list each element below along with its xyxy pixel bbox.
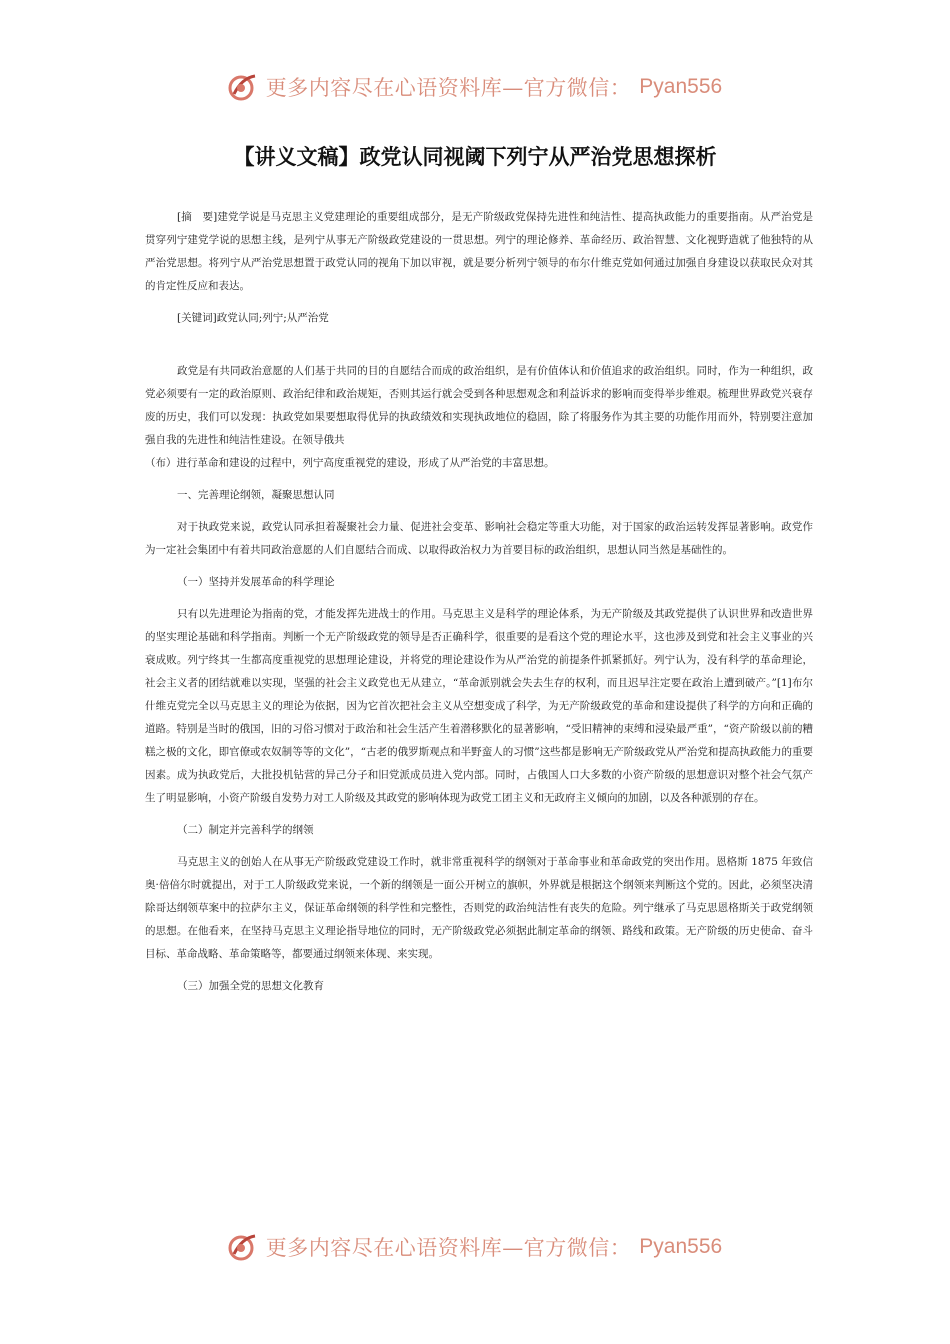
brand-logo-icon [228, 72, 258, 102]
watermark-code: Pyan556 [639, 75, 723, 98]
watermark-banner-top [0, 72, 950, 102]
abstract-paragraph: [摘 要]建党学说是马克思主义党建理论的重要组成部分，是无产阶级政党保持先进性和纯洁性、提高执政能力的重要指南。从严治党是贯穿列宁建党学说的思想主线，是列宁从事无产阶级政党建设的一贯思想。列宁的理论修养、革命经历、政治智慧、文化视野造就了他独特的从严治党思想。将列宁从严治党思想置于政党认同的视角下加以审视，就是要分析列宁领导的布尔什维克党如何通过加强自身建设以获取民众对其的肯定性反应和表达。 [145, 211, 813, 292]
subsection-heading-1: （一）坚持并发展革命的科学理论 [177, 576, 335, 588]
section-1-paragraph: 对于执政党来说，政党认同承担着凝聚社会力量、促进社会变革、影响社会稳定等重大功能，对于国家的政治运转发挥显著影响。政党作为一定社会集团中有着共同政治意愿的人们自愿结合而成、以取得政治权力为首要目标的政治组织，思想认同当然是基础性的。 [145, 521, 813, 556]
document-title: 【讲义文稿】政党认同视阈下列宁从严治党思想探析 [233, 145, 717, 169]
keywords-line: [关键词]政党认同;列宁;从严治党 [177, 312, 329, 324]
subsection-1-paragraph: 只有以先进理论为指南的党，才能发挥先进战士的作用。马克思主义是科学的理论体系，为无产阶级及其政党提供了认识世界和改造世界的坚实理论基础和科学指南。判断一个无产阶级政党的领导是否正确科学，很重要的是看这个党的理论水平，这也涉及到党和社会主义事业的兴衰成败。列宁终其一生都高度重视党的思想理论建设，并将党的理论建设作为从严治党的前提条件抓紧抓好。列宁认为，没有科学的革命理论，社会主义者的团结就难以实现，坚强的社会主义政党也无从建立，“革命派别就会失去生存的权利，而且迟早注定要在政治上遭到破产。”[1]布尔什维克党完全以马克思主义的理论为依据，因为它首次把社会主义从空想变成了科学，为无产阶级政党的革命和建设提供了科学的方向和正确的道路。特别是当时的俄国，旧的习俗习惯对于政治和社会生活产生着潜移默化的显著影响，“受旧精神的束缚和浸染最严重”，“资产阶级以前的糟糕之极的文化，即官僚或农奴制等等的文化”，“古老的俄罗斯观点和半野蛮人的习惯”这些都是影响无产阶级政党从严治党和提高执政能力的重要因素。成为执政党后，大批投机钻营的异己分子和旧党派成员进入党内部。同时，占俄国人口大多数的小资产阶级的思想意识对整个社会气氛产生了明显影响，小资产阶级自发势力对工人阶级及其政党的影响体现为政党工团主义和无政府主义倾向的加剧，以及各种派别的存在。 [145, 608, 813, 804]
watermark-banner-bottom [0, 1232, 950, 1262]
subsection-heading-3: （三）加强全党的思想文化教育 [177, 980, 324, 992]
intro-paragraph-continued: （布）进行革命和建设的过程中，列宁高度重视党的建设，形成了从严治党的丰富思想。 [145, 457, 555, 469]
watermark-text: 更多内容尽在心语资料库—官方微信： [265, 76, 632, 100]
subsection-2-paragraph: 马克思主义的创始人在从事无产阶级政党建设工作时，就非常重视科学的纲领对于革命事业和革命政党的突出作用。恩格斯 1875 年致信奥·倍倍尔时就提出，对于工人阶级政党来说，一个新的纲领是一面公开树立的旗帜，外界就是根据这个纲领来判断这个党的。因此，必须坚决清除哥达纲领草案中的拉萨尔主义，保证革命纲领的科学性和完整性，否则党的政治纯洁性有丧失的危险。列宁继承了马克思恩格斯关于政党纲领的思想。在他看来，在坚持马克思主义理论指导地位的同时，无产阶级政党必须据此制定革命的纲领、路线和政策。无产阶级的历史使命、奋斗目标、革命战略、革命策略等，都要通过纲领来体现、来实现。 [145, 856, 813, 960]
watermark-code: Pyan556 [639, 1235, 723, 1258]
watermark-text: 更多内容尽在心语资料库—官方微信： [265, 1236, 632, 1260]
document-body [145, 206, 813, 1007]
subsection-heading-2: （二）制定并完善科学的纲领 [177, 824, 314, 836]
brand-logo-icon [228, 1232, 258, 1262]
intro-paragraph: 政党是有共同政治意愿的人们基于共同的目的自愿结合而成的政治组织，是有价值体认和价值追求的政治组织。同时，作为一种组织，政党必须要有一定的政治原则、政治纪律和政治规矩，否则其运行就会受到各种思想观念和利益诉求的影响而变得举步维艰。梳理世界政党兴衰存废的历史，我们可以发现：执政党如果要想取得优异的执政绩效和实现执政地位的稳固，除了将服务作为其主要的功能作用而外，特别要注意加强自我的先进性和纯洁性建设。在领导俄共 [145, 365, 813, 446]
section-heading-1: 一、完善理论纲领，凝聚思想认同 [177, 489, 335, 501]
